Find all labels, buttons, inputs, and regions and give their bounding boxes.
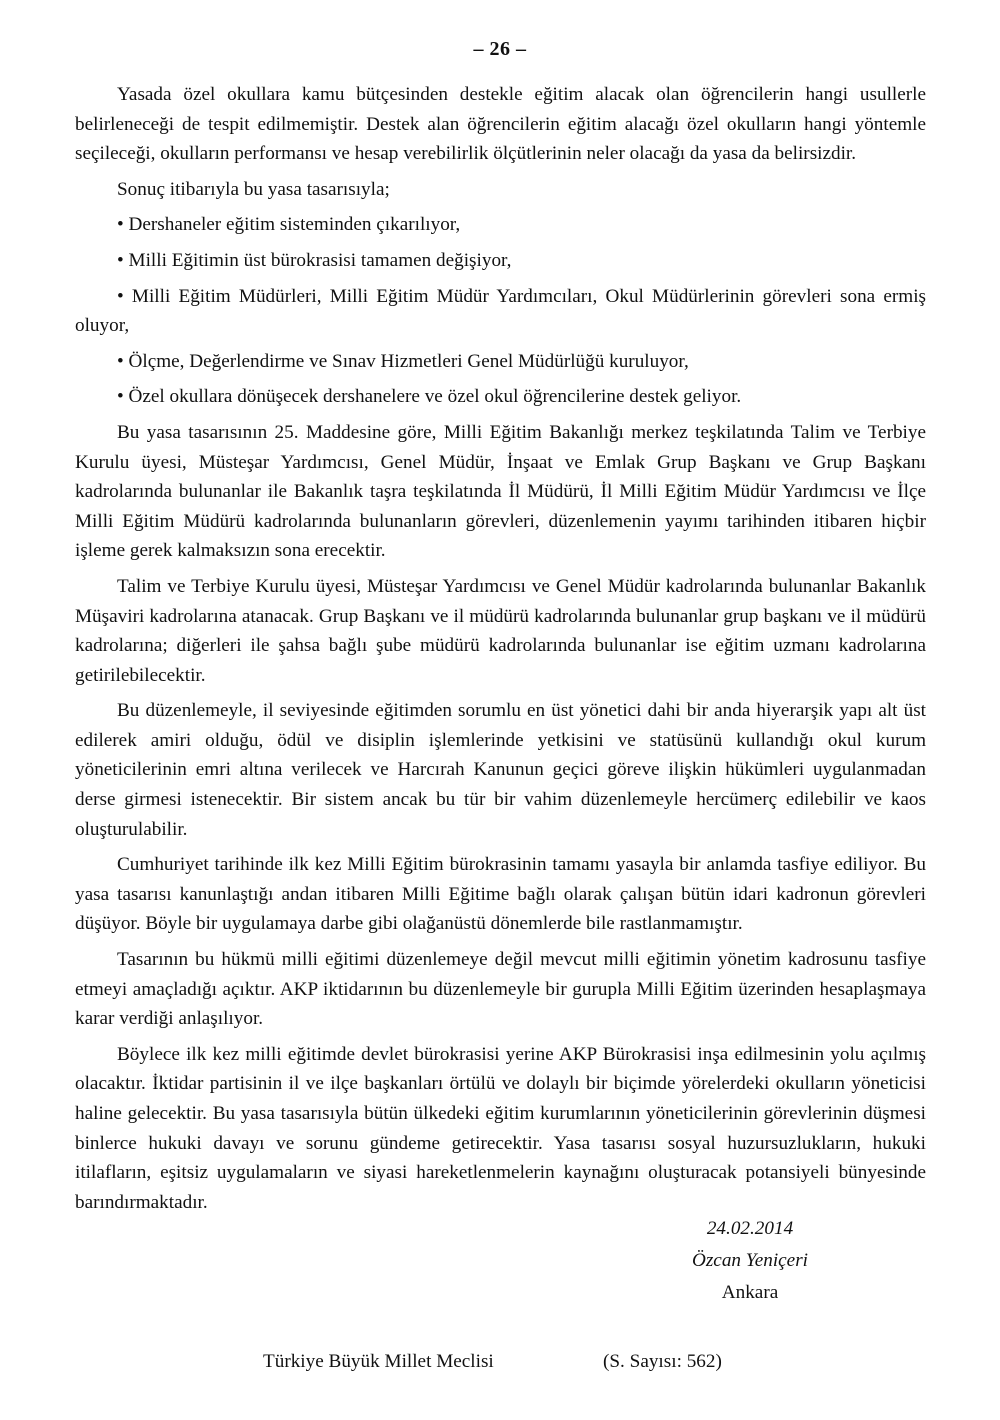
footer-issue-number: (S. Sayısı: 562) (603, 1351, 722, 1372)
signature-date: 24.02.2014 (706, 1218, 794, 1239)
signature-block (620, 1213, 880, 1309)
bullet-item: • Milli Eğitim Müdürleri, Milli Eğitim Müdür Yardımcıları, Okul Müdürlerinin görevleri sona ermiş oluyor, (75, 285, 926, 337)
paragraph-intro-list: Sonuç itibarıyla bu yasa tasarısıyla; (117, 178, 390, 200)
paragraph: Yasada özel okullara kamu bütçesinden destekle eğitim alacak olan öğrencilerin hangi usullerle belirleneceği de tespit edilmemiştir. Destek alan öğrencilerin eğitim alacağı özel okulların hangi yöntemle seçileceği, okulların performansı ve hesap verebilirlik ölçütlerinin neler olacağı da yasa da belirsizdir. (75, 84, 926, 165)
signature-city: Ankara (721, 1282, 779, 1303)
bullet-item: • Dershaneler eğitim sisteminden çıkarılıyor, (117, 214, 461, 236)
paragraph: Talim ve Terbiye Kurulu üyesi, Müsteşar Yardımcısı ve Genel Müdür kadrolarında bulunanlar Bakanlık Müşaviri kadrolarına atanacak. Grup Başkanı ve il müdürü kadrolarında bulunanlar grup başkanı ve il müdürü kadrolarına; diğerleri ile şahsa bağlı şube müdürü kadrolarında bulunanlar ise eğitim uzmanı kadrolarına getirilebilecektir. (75, 575, 926, 686)
footer-institution: Türkiye Büyük Millet Meclisi (263, 1351, 494, 1372)
page-number: – 26 – (473, 38, 527, 60)
paragraph: Bu yasa tasarısının 25. Maddesine göre, Milli Eğitim Bakanlığı merkez teşkilatında Talim ve Terbiye Kurulu üyesi, Müsteşar Yardımcısı, Genel Müdür, İnşaat ve Emlak Grup Başkanı ve Grup Başkanı kadrolarında bulunanlar ile Bakanlık taşra teşkilatında İl Müdürü, İl Milli Eğitim Müdür Yardımcısı ve İlçe Milli Eğitim Müdürü kadrolarında bulunanların görevleri, düzenlemenin yayımı tarihinden itibaren hiçbir işleme gerek kalmaksızın sona erecektir. (75, 421, 926, 562)
paragraph: Cumhuriyet tarihinde ilk kez Milli Eğitim bürokrasinin tamamı yasayla bir anlamda tasfiye ediliyor. Bu yasa tasarısı kanunlaştığı andan itibaren Milli Eğitime bağlı olarak çalışan bütün idari kadronun görevleri düşüyor. Böyle bir uygulamaya darbe gibi olağanüstü dönemlerde bile rastlanmamıştır. (75, 854, 926, 935)
bullet-item: • Ölçme, Değerlendirme ve Sınav Hizmetleri Genel Müdürlüğü kuruluyor, (117, 350, 689, 372)
document-body (75, 80, 926, 1217)
bullet-item: • Özel okullara dönüşecek dershanelere ve özel okul öğrencilerine destek geliyor. (117, 386, 742, 408)
paragraph: Böylece ilk kez milli eğitimde devlet bürokrasisi yerine AKP Bürokrasisi inşa edilmesinin yolu açılmış olacaktır. İktidar partisinin il ve ilçe başkanları örtülü ve dolaylı bir biçimde yörelerdeki okulların yöneticisi haline gelecektir. Bu yasa tasarısıyla bütün ülkedeki eğitim kurumlarının yöneticilerinin görevlerinin düşmesi binlerce hukuki davayı ve sorunu gündeme getirecektir. Yasa tasarısı sosyal huzursuzlukların, hukuki itilafların, eşitsiz uygulamaların ve siyasi hareketlenmelerin kaynağını oluşturacak potansiyeli bünyesinde barındırmaktadır. (75, 1043, 926, 1213)
paragraph: Tasarının bu hükmü milli eğitimi düzenlemeye değil mevcut milli eğitimin yönetim kadrosunu tasfiye etmeyi amaçladığı açıktır. AKP iktidarının bu düzenlemeyle bir gurupla Milli Eğitim üzerinden hesaplaşmaya karar verdiği anlaşılıyor. (75, 949, 926, 1030)
paragraph: Bu düzenlemeyle, il seviyesinde eğitimden sorumlu en üst yönetici dahi bir anda hiyerarşik yapı alt üst edilerek amiri olduğu, ödül ve disiplin işlemlerinde yetkisini ve statüsünü kullandığı okul kurum yöneticilerinin emri altına verilecek ve Harcırah Kanunun geçici göreve ilişkin hükümleri uygulanmadan derse girmesi istenecektir. Bir sistem ancak bu tür bir vahim düzenlemeyle hercümerç edilebilir ve kaos oluşturulabilir. (75, 700, 926, 840)
bullet-item: • Milli Eğitimin üst bürokrasisi tamamen değişiyor, (117, 249, 512, 271)
signature-name: Özcan Yeniçeri (691, 1250, 808, 1271)
